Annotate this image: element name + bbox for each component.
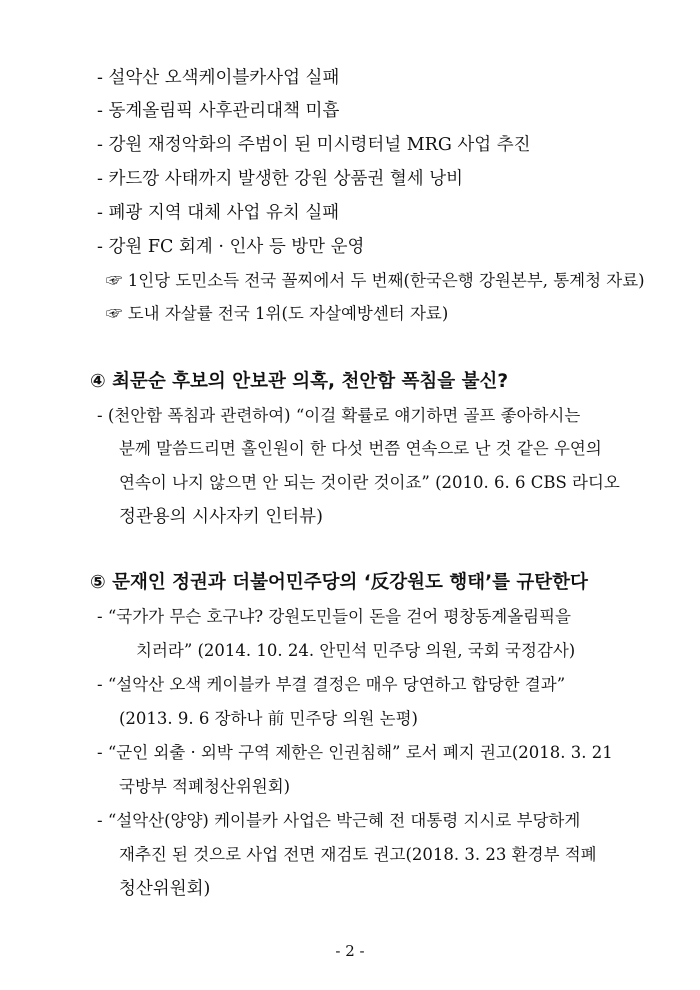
list-item: - 설악산 오색케이블카사업 실패	[97, 68, 340, 88]
paragraph-line: - “설악산 오색 케이블카 부결 결정은 매우 당연하고 합당한 결과”	[97, 675, 566, 694]
page-number: - 2 -	[335, 942, 365, 960]
list-item: - 동계올림픽 사후관리대책 미흡	[97, 101, 340, 121]
section-heading: ④ 최문순 후보의 안보관 의혹, 천안함 폭침을 불신?	[90, 371, 509, 392]
paragraph-line: 연속이 나지 않으면 안 되는 것이란 것이죠” (2010. 6. 6 CBS 라디오	[119, 473, 620, 492]
paragraph-line: 청산위원회)	[119, 879, 211, 899]
paragraph-line: 정관용의 시사자키 인터뷰)	[119, 507, 323, 527]
paragraph-line: 치러라” (2014. 10. 24. 안민석 민주당 의원, 국회 국정감사)	[136, 641, 576, 660]
note-item: ☞ 도내 자살률 전국 1위(도 자살예방센터 자료)	[106, 304, 449, 323]
section-heading: ⑤ 문재인 정권과 더불어민주당의 ‘反강원도 행태’를 규탄한다	[90, 572, 588, 593]
list-item: - 카드깡 사태까지 발생한 강원 상품권 혈세 낭비	[97, 169, 464, 189]
paragraph-line: - “국가가 무슨 호구냐? 강원도민들이 돈을 걷어 평창동계올림픽을	[97, 607, 571, 626]
list-item: - 강원 재정악화의 주범이 된 미시령터널 MRG 사업 추진	[97, 135, 531, 155]
list-item: - 강원 FC 회계 · 인사 등 방만 운영	[97, 237, 365, 257]
paragraph-line: - “군인 외출 · 외박 구역 제한은 인권침해” 로서 폐지 권고(2018. 3. 21	[97, 743, 613, 762]
paragraph-line: - “설악산(양양) 케이블카 사업은 박근혜 전 대통령 지시로 부당하게	[97, 811, 581, 830]
paragraph-line: (2013. 9. 6 장하나 前 민주당 의원 논평)	[119, 709, 418, 728]
paragraph-line: 국방부 적폐청산위원회)	[119, 777, 291, 796]
list-item: - 폐광 지역 대체 사업 유치 실패	[97, 203, 340, 223]
paragraph-line: - (천안함 폭침과 관련하여) “이걸 확률로 얘기하면 골프 좋아하시는	[97, 406, 581, 425]
paragraph-line: 분께 말씀드리면 홀인원이 한 다섯 번쯤 연속으로 난 것 같은 우연의	[119, 439, 602, 458]
paragraph-line: 재추진 된 것으로 사업 전면 재검토 권고(2018. 3. 23 환경부 적폐	[119, 845, 597, 864]
note-item: ☞ 1인당 도민소득 전국 꼴찌에서 두 번째(한국은행 강원본부, 통계청 자료)	[106, 271, 645, 290]
